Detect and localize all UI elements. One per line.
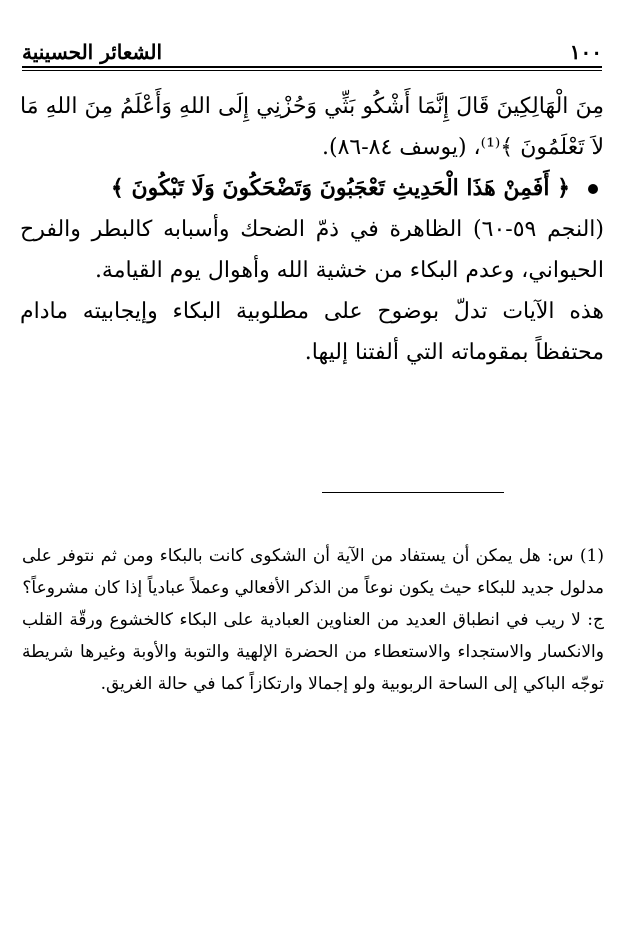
paragraph-quran-citation: مِنَ الْهَالِكِينَ قَالَ إِنَّمَا أَشْكُو بَثِّي وَحُزْنِي إِلَى اللهِ وَأَعْلَمُ مِنَ اللهِ مَا لاَ تَعْلَمُونَ ﴾⁽¹⁾، (يوسف ٨٤-٨٦). (20, 94, 604, 160)
bullet-icon (588, 184, 598, 194)
bullet-item (20, 168, 604, 291)
header-rule-thin (22, 70, 602, 71)
main-text (20, 86, 604, 373)
footnotes (22, 540, 604, 700)
book-title: الشعائر الحسينية (22, 40, 163, 64)
footnote-separator (322, 492, 504, 493)
bullet-explanation: (النجم ٥٩-٦٠) الظاهرة في ذمّ الضحك وأسبابه كالبطر والفرح الحيواني، وعدم البكاء من خشية الله وأهوال يوم القيامة. (20, 217, 604, 283)
page-header (22, 28, 602, 64)
footnote-question: (1) س: هل يمكن أن يستفاد من الآية أن الشكوى كانت بالبكاء ومن ثم نتوفر على مدلول جديد للبكاء حيث يكون نوعاً من الذكر الأفعالي وعملاً عبادياً إذا كان مشروعاً؟ (22, 546, 604, 598)
quran-verse: ﴿ أَفَمِنْ هَذَا الْحَدِيثِ تَعْجَبُونَ وَتَضْحَكُونَ وَلَا تَبْكُونَ ﴾ (110, 175, 570, 201)
header-rule (22, 66, 602, 68)
page-number: ١٠٠ (569, 40, 602, 64)
paragraph-conclusion: هذه الآيات تدلّ بوضوح على مطلوبية البكاء وإيجابيته مادام محتفظاً بمقوماته التي ألفتنا إليها. (20, 299, 604, 365)
footnote-answer: ج: لا ريب في انطباق العديد من العناوين العبادية على البكاء كالخشوع ورقّة القلب والانكسار والاستجداء والاستعطاء من الحضرة الإلهية والتوبة والأوبة وغيرها شريطة توجّه الباكي إلى الساحة الربوبية ولو إجمالا وارتكازاً كما في حالة الغريق. (22, 610, 604, 694)
